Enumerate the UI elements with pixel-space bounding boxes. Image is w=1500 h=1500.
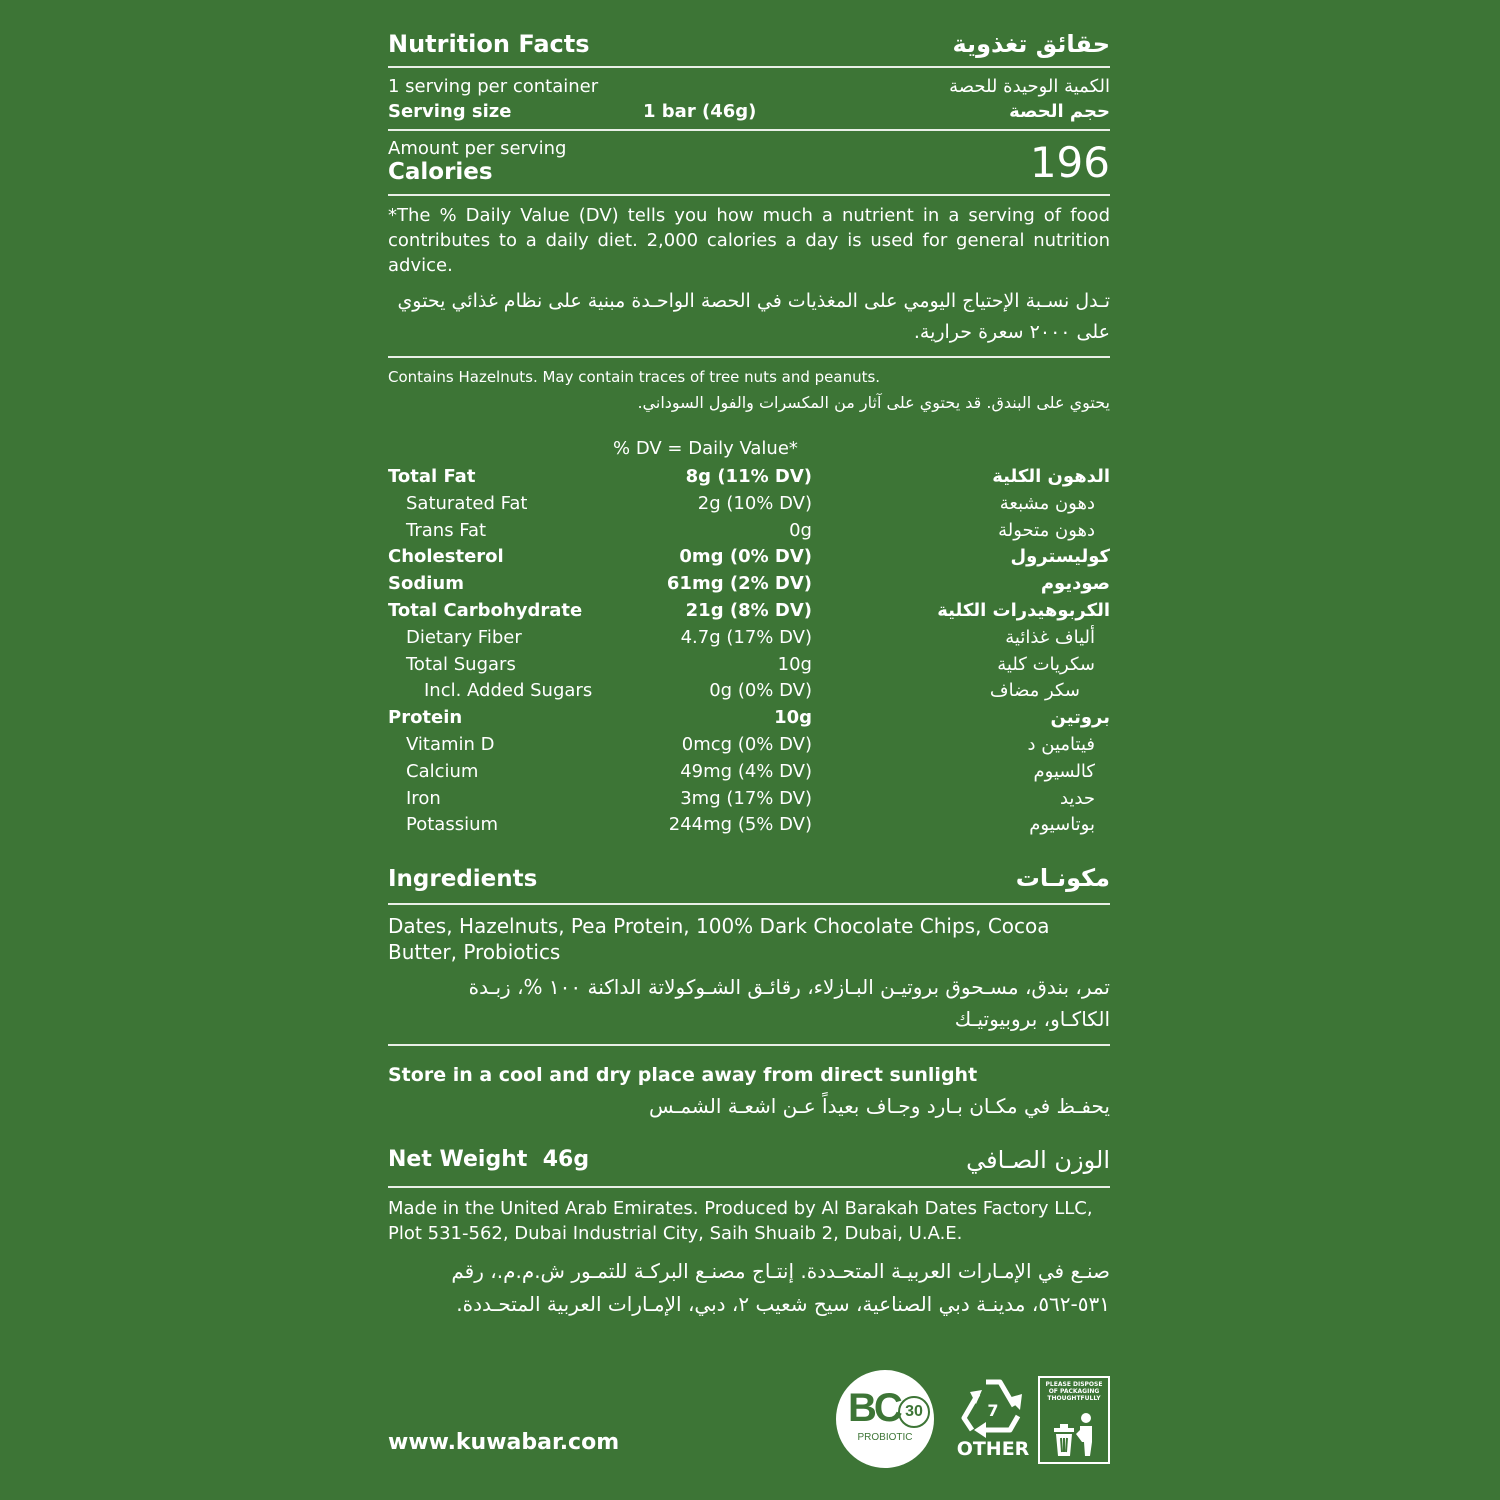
nutrient-name: Total Sugars (406, 653, 516, 675)
nutrient-row (388, 543, 1110, 570)
divider (388, 1044, 1110, 1046)
nutrient-row (388, 597, 1110, 624)
nutrient-row (388, 651, 1110, 678)
bc30-logo-number: 30 (898, 1396, 930, 1428)
nutrient-row (388, 624, 1110, 651)
nutrient-value: 8g (11% DV) (685, 466, 812, 487)
nutrient-value: 21g (8% DV) (685, 600, 812, 621)
serving-size-label: Serving size (388, 101, 512, 122)
nutrient-value: 2g (10% DV) (697, 492, 812, 514)
nutrient-value: 10g (774, 707, 812, 729)
nutrient-value: 0g (789, 519, 812, 541)
nutrient-name: Dietary Fiber (406, 626, 522, 648)
nutrient-name-ar: دهون مشبعة (999, 492, 1095, 514)
ingredients-list: Dates, Hazelnuts, Pea Protein, 100% Dark Chocolate Chips, Cocoa Butter, Probiotics (388, 914, 1050, 964)
nutrient-name-ar: بوتاسيوم (1029, 814, 1095, 836)
nutrient-row (388, 677, 1110, 704)
nutrient-name: Saturated Fat (406, 492, 528, 514)
servings-per-container-ar: الكمية الوحيدة للحصة (949, 76, 1110, 97)
bc30-logo-text: BC (848, 1386, 900, 1430)
nutrient-name: Trans Fat (406, 519, 487, 541)
nutrient-value: 244mg (5% DV) (668, 814, 812, 836)
ingredients-title-ar: مكونـات (1015, 864, 1110, 892)
net-weight (388, 1147, 589, 1172)
serving-size-label-ar: حجم الحصة (1009, 101, 1110, 122)
ingredients-title: Ingredients (388, 866, 538, 892)
nutrient-value: 61mg (2% DV) (666, 573, 812, 595)
recycle-triangle-icon (956, 1372, 1030, 1442)
nutrient-name-ar: صوديوم (1040, 573, 1110, 595)
storage-instructions-ar: يحفـظ في مكـان بـارد وجـاف بعيداً عـن اشعـة الشمـس (649, 1094, 1110, 1118)
nutrition-facts-title: Nutrition Facts (388, 30, 590, 58)
manufacturer-info-ar-line1: صنـع في الإمـارات العربيـة المتحـددة. إنتـاج مصنـع البركـة للتمـور ش.م.م.، رقم (451, 1259, 1110, 1283)
person-bin-icon (1050, 1412, 1098, 1458)
nutrient-name: Iron (406, 787, 441, 809)
bc30-logo-subtitle: PROBIOTIC (857, 1432, 913, 1443)
daily-value-note-ar-line2: على ٢٠٠٠ سعرة حرارية. (913, 321, 1110, 343)
nutrient-row (388, 517, 1110, 544)
nutrient-name-ar: الكربوهيدرات الكلية (937, 600, 1110, 621)
nutrient-value: 0mg (0% DV) (679, 546, 812, 568)
nutrient-name: Cholesterol (388, 546, 504, 568)
nutrient-row (388, 704, 1110, 731)
nutrient-name-ar: كوليسترول (1010, 546, 1110, 568)
net-weight-label: Net Weight (388, 1147, 528, 1172)
nutrient-name: Total Carbohydrate (388, 600, 583, 621)
nutrient-value: 0mcg (0% DV) (681, 734, 812, 755)
bc30-probiotic-logo (836, 1370, 934, 1468)
divider (388, 194, 1110, 196)
nutrient-row (388, 811, 1110, 838)
manufacturer-info: Made in the United Arab Emirates. Produced by Al Barakah Dates Factory LLC, Plot 531-562, Dubai Industrial City, Saih Shuaib 2, Dubai, U.A.E. (388, 1198, 1093, 1244)
calories-value: 196 (1029, 138, 1110, 187)
nutrient-name-ar: فيتامين د (1027, 734, 1095, 755)
recycle-7-other-icon (956, 1372, 1030, 1464)
nutrient-row (388, 731, 1110, 758)
nutrient-name: Incl. Added Sugars (424, 680, 593, 702)
allergen-statement: Contains Hazelnuts. May contain traces of tree nuts and peanuts. (388, 368, 881, 386)
nutrient-name-ar: كالسيوم (1033, 760, 1095, 782)
recycle-label: OTHER (956, 1438, 1030, 1460)
nutrition-facts-title-ar: حقائق تغذوية (952, 30, 1110, 58)
calories-label: Calories (388, 159, 493, 185)
divider (388, 66, 1110, 68)
nutrient-row (388, 570, 1110, 597)
net-weight-label-ar: الوزن الصـافي (966, 1146, 1110, 1174)
ingredients-list-ar-line1: تمر، بندق، مسـحوق بروتيـن البـازلاء، رقائـق الشـوكولاتة الداكنة ١٠٠ %، زبـدة (468, 975, 1110, 999)
dispose-thoughtfully-icon (1038, 1376, 1110, 1464)
ingredients-list-ar-line2: الكاكـاو، بروبيوتيـك (954, 1007, 1110, 1031)
daily-value-note: *The % Daily Value (DV) tells you how much a nutrient in a serving of food contributes to a daily diet. 2,000 calories a day is used for general nutrition advice. (388, 205, 1110, 276)
manufacturer-info-ar-line2: ٥٣١-٥٦٢، مدينـة دبي الصناعية، سيح شعيب ٢، دبي، الإمـارات العربية المتحـددة. (456, 1292, 1110, 1316)
nutrient-value: 49mg (4% DV) (680, 760, 812, 782)
divider (388, 903, 1110, 905)
daily-value-note-ar-line1: تـدل نسـبة الإحتياج اليومي على المغذيات في الحصة الواحـدة مبنية على نظام غذائي يحتوي (397, 290, 1110, 312)
nutrient-value: 3mg (17% DV) (680, 787, 812, 809)
nutrient-name-ar: دهون متحولة (998, 519, 1095, 541)
nutrient-name-ar: حديد (1059, 787, 1095, 809)
serving-size-value: 1 bar (46g) (643, 101, 757, 122)
dispose-thoughtfully-text: PLEASE DISPOSE OF PACKAGING THOUGHTFULLY (1045, 1381, 1103, 1402)
nutrient-name-ar: بروتين (1050, 707, 1110, 729)
nutrient-name: Calcium (406, 760, 479, 782)
nutrient-name-ar: ألياف غذائية (1005, 626, 1095, 648)
nutrient-name-ar: سكر مضاف (989, 680, 1080, 702)
nutrient-name-ar: سكريات كلية (997, 653, 1095, 675)
nutrient-name: Sodium (388, 573, 464, 595)
nutrient-row (388, 785, 1110, 812)
nutrient-value: 0g (0% DV) (709, 680, 812, 702)
nutrient-value: 10g (777, 653, 812, 675)
nutrient-name: Protein (388, 707, 463, 729)
divider (388, 129, 1110, 131)
nutrient-row (388, 758, 1110, 785)
nutrient-name: Potassium (406, 814, 499, 836)
allergen-statement-ar: يحتوي على البندق. قد يحتوي على آثار من المكسرات والفول السوداني. (637, 393, 1110, 412)
website-link[interactable]: www.kuwabar.com (388, 1430, 620, 1455)
servings-per-container: 1 serving per container (388, 76, 599, 97)
amount-per-serving: Amount per serving (388, 138, 567, 159)
nutrient-value: 4.7g (17% DV) (680, 626, 812, 648)
nutrient-row (388, 490, 1110, 517)
recycle-number: 7 (987, 1401, 999, 1420)
divider (388, 356, 1110, 358)
divider (388, 1186, 1110, 1188)
nutrient-name-ar: الدهون الكلية (992, 466, 1110, 487)
nutrient-name: Vitamin D (406, 734, 495, 755)
dv-header: % DV = Daily Value* (613, 438, 798, 459)
storage-instructions: Store in a cool and dry place away from direct sunlight (388, 1064, 978, 1086)
net-weight-value: 46g (542, 1147, 590, 1172)
nutrient-name: Total Fat (388, 466, 476, 487)
nutrient-row (388, 463, 1110, 490)
